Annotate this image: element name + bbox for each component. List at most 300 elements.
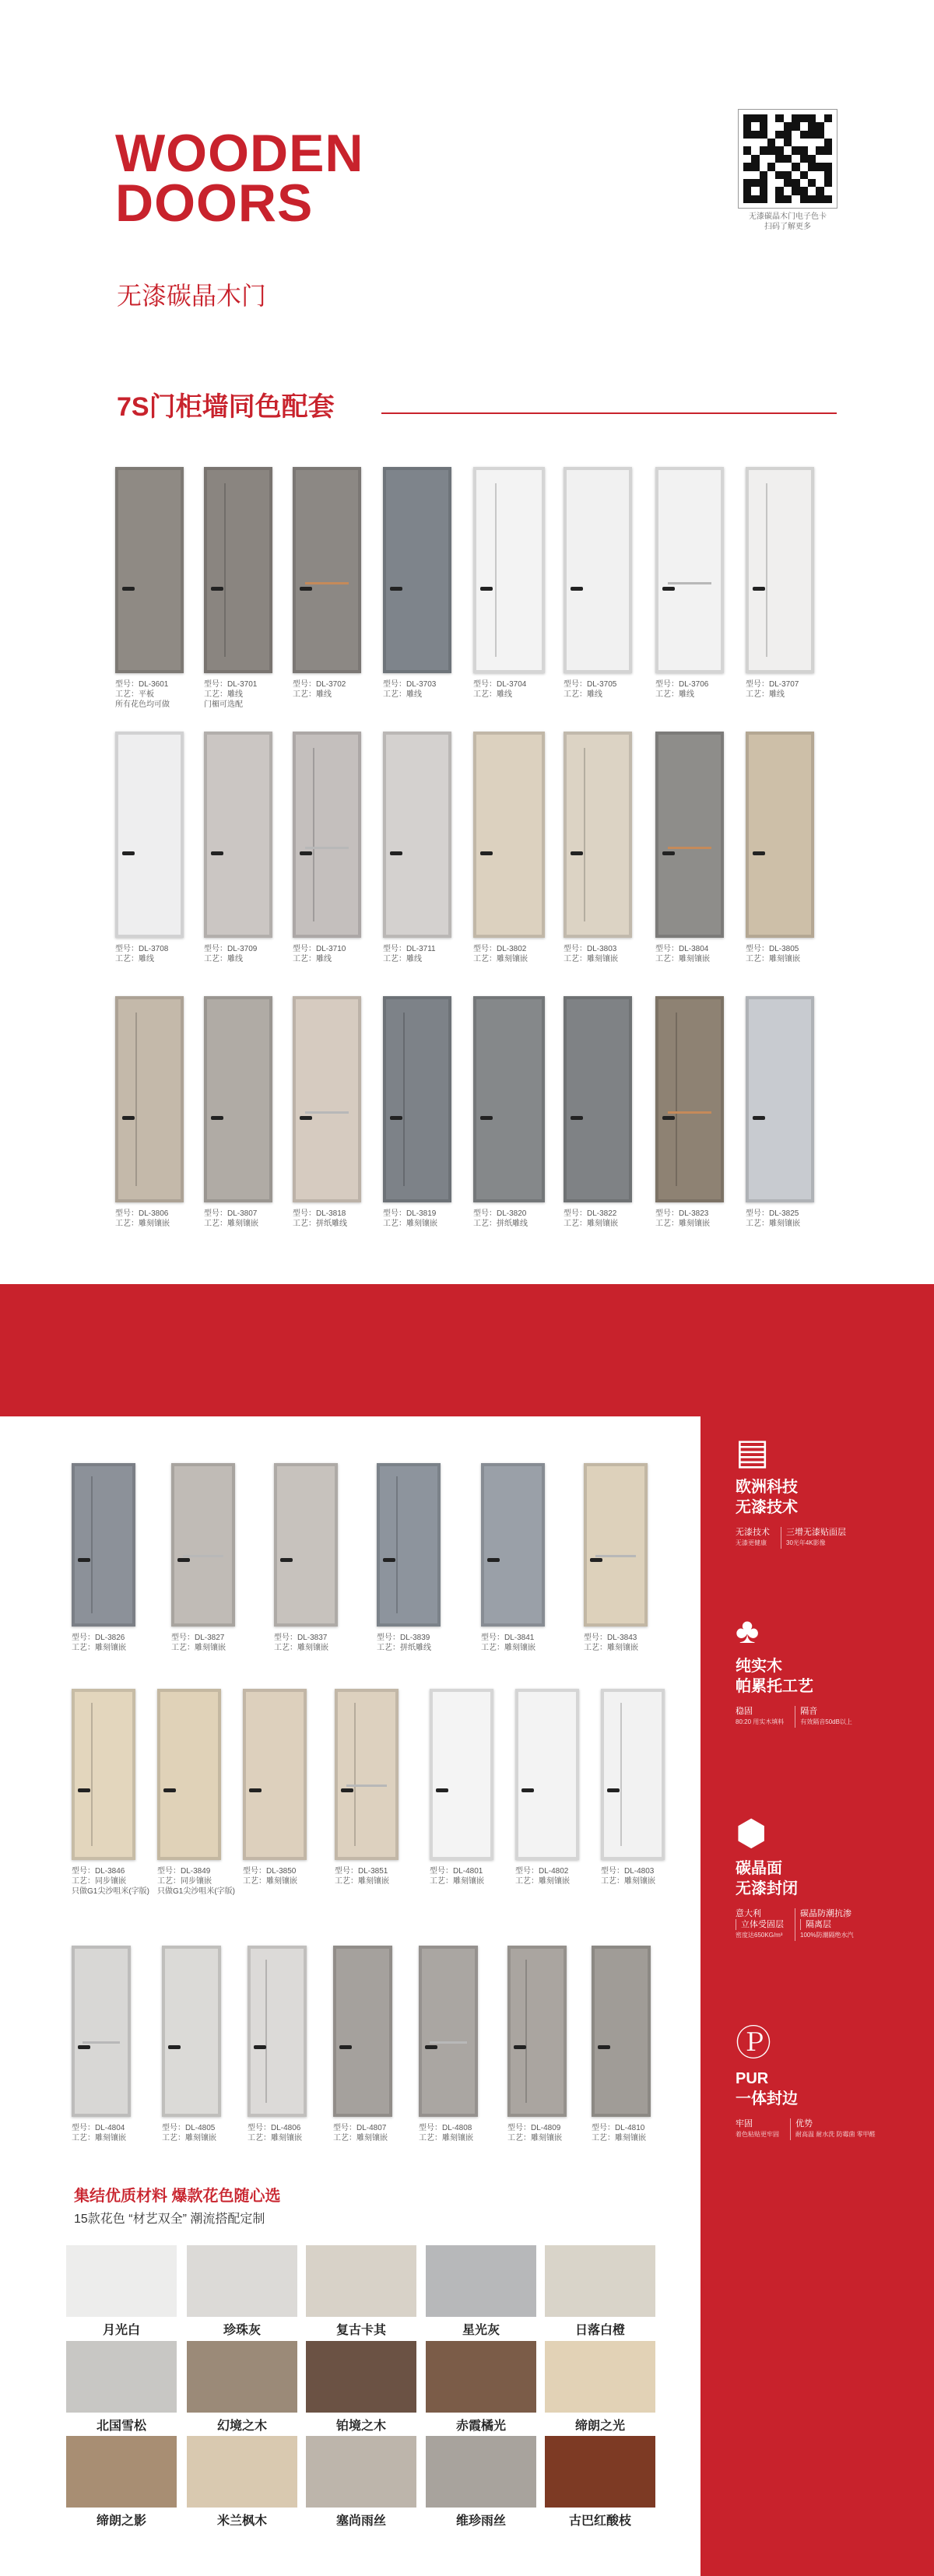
door-caption	[473, 679, 526, 700]
feature-title: 纯实木 帕累托工艺	[736, 1658, 813, 1695]
door-caption	[746, 944, 800, 964]
door-handle-icon	[300, 851, 312, 855]
top-door-4[interactable]	[383, 467, 451, 673]
door-code: 型号：DL-4809	[507, 2124, 561, 2132]
door-caption	[746, 679, 799, 700]
door-craft: 工艺：雕刻镶嵌	[72, 2134, 126, 2143]
door-leaf	[655, 467, 724, 673]
door-leaf	[584, 1463, 648, 1627]
top-door-19[interactable]	[293, 996, 361, 1202]
door-craft: 工艺：雕线	[204, 690, 243, 699]
door-inlay-strip	[430, 2041, 468, 2044]
door-leaf	[592, 1946, 651, 2117]
door-leaf	[115, 996, 184, 1202]
feature-spec: 稳固 80:20 用实木填料	[736, 1707, 785, 1725]
door-leaf	[335, 1689, 399, 1860]
door-craft: 工艺：雕刻镶嵌	[430, 1877, 484, 1886]
door-groove	[584, 748, 585, 921]
door-code: 型号：DL-3850	[243, 1867, 297, 1876]
swatch-5[interactable]	[545, 2245, 655, 2317]
door-leaf	[377, 1463, 441, 1627]
door-code: 型号：DL-3704	[473, 680, 527, 689]
door-caption	[473, 944, 528, 964]
door-handle-icon	[78, 1788, 90, 1792]
door-leaf	[293, 996, 361, 1202]
bottom-door-14[interactable]	[72, 1946, 131, 2117]
door-code: 型号：DL-3708	[115, 945, 169, 953]
door-inlay-strip	[346, 1785, 387, 1787]
door-caption	[162, 2123, 216, 2143]
door-code: 型号：DL-4806	[248, 2124, 301, 2132]
door-code: 型号：DL-3851	[335, 1867, 388, 1876]
door-handle-icon	[211, 1116, 223, 1120]
swatch-1[interactable]	[66, 2245, 177, 2317]
door-groove	[91, 1476, 93, 1613]
door-groove	[495, 483, 497, 657]
door-caption	[584, 1633, 638, 1653]
door-handle-icon	[662, 851, 675, 855]
door-craft: 工艺：雕线	[293, 690, 332, 699]
door-leaf	[162, 1946, 221, 2117]
door-handle-icon	[436, 1788, 448, 1792]
door-leaf	[746, 467, 814, 673]
door-caption	[430, 1866, 484, 1886]
door-craft: 工艺：雕刻镶嵌	[243, 1877, 297, 1886]
door-handle-icon	[590, 1558, 602, 1562]
door-craft: 工艺：雕刻镶嵌	[274, 1644, 328, 1652]
door-leaf	[601, 1689, 665, 1860]
top-door-1[interactable]	[115, 467, 184, 673]
top-door-12[interactable]	[383, 732, 451, 938]
door-leaf	[157, 1689, 221, 1860]
swatch-label: 维珍雨丝	[455, 2515, 506, 2528]
swatch-label: 幻境之木	[216, 2420, 267, 2433]
door-craft: 工艺：雕刻镶嵌	[115, 1220, 170, 1228]
door-code: 型号：DL-3706	[655, 680, 709, 689]
door-leaf	[655, 996, 724, 1202]
door-handle-icon	[662, 1116, 675, 1120]
top-door-23[interactable]	[655, 996, 724, 1202]
swatch-12[interactable]	[187, 2436, 297, 2508]
door-caption	[115, 1209, 170, 1229]
bottom-door-9[interactable]	[243, 1689, 307, 1860]
door-leaf	[72, 1689, 135, 1860]
bottom-door-16[interactable]	[248, 1946, 307, 2117]
door-leaf	[746, 996, 814, 1202]
door-code: 型号：DL-4810	[592, 2124, 645, 2132]
door-caption	[204, 679, 257, 710]
swatch-10[interactable]	[545, 2341, 655, 2413]
door-code: 型号：DL-3819	[383, 1209, 437, 1218]
door-craft: 工艺：雕刻镶嵌	[515, 1877, 570, 1886]
swatch-label: 塞尚雨丝	[335, 2515, 386, 2528]
door-note: 门楣可选配	[204, 700, 243, 709]
door-handle-icon	[163, 1788, 176, 1792]
door-handle-icon	[390, 851, 402, 855]
door-leaf	[419, 1946, 478, 2117]
feature-4	[736, 2023, 876, 2140]
door-code: 型号：DL-3601	[115, 680, 169, 689]
door-leaf	[481, 1463, 545, 1627]
top-door-7[interactable]	[655, 467, 724, 673]
feature-2	[736, 1611, 852, 1728]
door-caption	[592, 2123, 646, 2143]
door-craft: 工艺：雕刻镶嵌	[248, 2134, 302, 2143]
door-craft: 工艺：雕线	[383, 690, 422, 699]
feature-sidebar	[700, 1416, 934, 2576]
door-craft: 工艺：雕线	[564, 690, 602, 699]
door-code: 型号：DL-3820	[473, 1209, 527, 1218]
top-door-22[interactable]	[564, 996, 632, 1202]
door-groove	[396, 1476, 398, 1613]
door-code: 型号：DL-4801	[430, 1867, 483, 1876]
top-door-24[interactable]	[746, 996, 814, 1202]
door-code: 型号：DL-3702	[293, 680, 346, 689]
door-craft: 工艺：雕刻镶嵌	[601, 1877, 655, 1886]
door-note: 只做G1尖沙咀米(字版)	[157, 1887, 235, 1896]
door-inlay-strip	[305, 1111, 349, 1114]
door-craft: 工艺：雕刻镶嵌	[333, 2134, 388, 2143]
door-leaf	[115, 467, 184, 673]
door-groove	[354, 1703, 356, 1847]
door-code: 型号：DL-3823	[655, 1209, 709, 1218]
door-craft: 工艺：平板	[115, 690, 154, 699]
door-leaf	[430, 1689, 493, 1860]
door-caption	[335, 1866, 389, 1886]
bottom-door-2[interactable]	[171, 1463, 235, 1627]
shield-icon: ⬢	[736, 1813, 767, 1853]
door-code: 型号：DL-3827	[171, 1634, 225, 1642]
door-handle-icon	[211, 851, 223, 855]
door-handle-icon	[78, 2045, 90, 2049]
door-craft: 工艺：雕刻镶嵌	[335, 1877, 389, 1886]
door-leaf	[564, 996, 632, 1202]
door-handle-icon	[753, 587, 765, 591]
feature-specs	[736, 1527, 846, 1549]
door-caption	[248, 2123, 302, 2143]
door-inlay-strip	[183, 1555, 223, 1557]
door-handle-icon	[390, 587, 402, 591]
door-handle-icon	[514, 2045, 526, 2049]
swatch-label: 复古卡其	[335, 2324, 386, 2337]
door-caption	[72, 2123, 126, 2143]
feature-1	[736, 1432, 846, 1549]
door-code: 型号：DL-3711	[383, 945, 436, 953]
door-leaf	[248, 1946, 307, 2117]
door-caption	[655, 944, 710, 964]
door-code: 型号：DL-3805	[746, 945, 799, 953]
door-craft: 工艺：雕刻镶嵌	[655, 955, 710, 963]
top-door-5[interactable]	[473, 467, 545, 673]
top-door-15[interactable]	[655, 732, 724, 938]
swatch-3[interactable]	[306, 2245, 416, 2317]
swatch-4[interactable]	[426, 2245, 536, 2317]
pur-icon: Ⓟ	[736, 2023, 771, 2063]
top-door-13[interactable]	[473, 732, 545, 938]
door-craft: 工艺：拼纸雕线	[377, 1644, 431, 1652]
door-caption	[115, 679, 170, 710]
bottom-door-11[interactable]	[430, 1689, 493, 1860]
top-door-9[interactable]	[115, 732, 184, 938]
door-craft: 工艺：雕刻镶嵌	[72, 1644, 126, 1652]
bottom-door-5[interactable]	[481, 1463, 545, 1627]
door-caption	[72, 1633, 126, 1653]
door-groove	[224, 483, 226, 657]
door-craft: 工艺：雕刻镶嵌	[564, 1220, 618, 1228]
door-caption	[293, 944, 346, 964]
door-code: 型号：DL-3818	[293, 1209, 346, 1218]
top-door-6[interactable]	[564, 467, 632, 673]
bottom-door-13[interactable]	[601, 1689, 665, 1860]
bottom-door-12[interactable]	[515, 1689, 579, 1860]
door-caption	[243, 1866, 297, 1886]
qr-code[interactable]	[738, 109, 837, 209]
door-craft: 工艺：拼纸雕线	[473, 1220, 528, 1228]
bottom-door-18[interactable]	[419, 1946, 478, 2117]
door-leaf	[204, 996, 272, 1202]
door-caption	[564, 1209, 618, 1229]
bottom-door-17[interactable]	[333, 1946, 392, 2117]
feature-spec: 牢固 着色粘贴更牢固	[736, 2119, 779, 2138]
feature-spec: 意大利 立体受固层 密度达650KG/m³	[736, 1909, 784, 1939]
bottom-door-15[interactable]	[162, 1946, 221, 2117]
door-craft: 工艺：雕刻镶嵌	[162, 2134, 216, 2143]
door-caption	[564, 944, 618, 964]
top-door-10[interactable]	[204, 732, 272, 938]
door-handle-icon	[521, 1788, 534, 1792]
door-leaf	[72, 1946, 131, 2117]
door-leaf	[564, 732, 632, 938]
top-door-16[interactable]	[746, 732, 814, 938]
door-leaf	[171, 1463, 235, 1627]
door-handle-icon	[390, 1116, 402, 1120]
door-caption	[383, 1209, 437, 1229]
door-code: 型号：DL-3701	[204, 680, 258, 689]
door-handle-icon	[280, 1558, 293, 1562]
top-door-2[interactable]	[204, 467, 272, 673]
door-handle-icon	[753, 1116, 765, 1120]
bottom-door-8[interactable]	[157, 1689, 221, 1860]
feature-spec: 碳晶防潮抗渗 隔离层 100%防潮隔绝水汽	[795, 1908, 853, 1941]
feature-title: PUR 一体封边	[736, 2070, 798, 2107]
bottom-door-19[interactable]	[507, 1946, 567, 2117]
door-code: 型号：DL-3843	[584, 1634, 637, 1642]
door-leaf	[274, 1463, 338, 1627]
door-code: 型号：DL-3841	[481, 1634, 535, 1642]
bottom-door-3[interactable]	[274, 1463, 338, 1627]
door-code: 型号：DL-3705	[564, 680, 617, 689]
door-caption	[383, 679, 436, 700]
swatch-label: 缔朗之影	[96, 2515, 146, 2528]
door-code: 型号：DL-4804	[72, 2124, 125, 2132]
door-handle-icon	[78, 1558, 90, 1562]
door-caption	[293, 1209, 347, 1229]
door-groove	[766, 483, 767, 657]
bottom-door-20[interactable]	[592, 1946, 651, 2117]
qr-caption-line-2: 扫码了解更多	[764, 223, 811, 231]
door-groove	[265, 1960, 267, 2104]
door-caption	[293, 679, 346, 700]
swatch-8[interactable]	[306, 2341, 416, 2413]
feature-spec: 优势 耐高温 耐水洗 防霉菌 零甲醛	[790, 2118, 876, 2140]
swatch-9[interactable]	[426, 2341, 536, 2413]
door-code: 型号：DL-3849	[157, 1867, 211, 1876]
door-leaf	[383, 996, 451, 1202]
door-craft: 工艺：雕刻镶嵌	[204, 1220, 258, 1228]
feature-3	[736, 1813, 853, 1941]
top-door-14[interactable]	[564, 732, 632, 938]
door-craft: 工艺：同步镶嵌	[157, 1877, 212, 1886]
door-leaf	[507, 1946, 567, 2117]
door-code: 型号：DL-4803	[601, 1867, 655, 1876]
swatch-15[interactable]	[545, 2436, 655, 2508]
feature-spec: 三增无漆贴面层 30光年4K影像	[781, 1527, 846, 1549]
door-caption	[377, 1633, 431, 1653]
swatch-label: 米兰枫木	[216, 2515, 267, 2528]
qr-caption	[738, 212, 837, 232]
door-code: 型号：DL-3826	[72, 1634, 125, 1642]
feature-specs	[736, 1706, 852, 1728]
door-caption	[157, 1866, 235, 1897]
door-handle-icon	[480, 1116, 493, 1120]
door-leaf	[115, 732, 184, 938]
materials-title: 集结优质材料 爆款花色随心选	[74, 2188, 281, 2205]
section-title: 7S门柜墙同色配套	[117, 392, 335, 422]
door-craft: 工艺：雕刻镶嵌	[746, 1220, 800, 1228]
door-craft: 工艺：雕线	[655, 690, 694, 699]
door-groove	[620, 1703, 622, 1847]
door-code: 型号：DL-3710	[293, 945, 346, 953]
bottom-door-10[interactable]	[335, 1689, 399, 1860]
top-door-3[interactable]	[293, 467, 361, 673]
door-handle-icon	[254, 2045, 266, 2049]
door-code: 型号：DL-3839	[377, 1634, 430, 1642]
door-caption	[419, 2123, 473, 2143]
top-door-20[interactable]	[383, 996, 451, 1202]
door-groove	[313, 748, 314, 921]
door-leaf	[564, 467, 632, 673]
top-door-21[interactable]	[473, 996, 545, 1202]
door-caption	[655, 679, 708, 700]
top-door-8[interactable]	[746, 467, 814, 673]
swatch-14[interactable]	[426, 2436, 536, 2508]
title-line-1: WOODEN	[115, 124, 364, 183]
swatch-7[interactable]	[187, 2341, 297, 2413]
door-handle-icon	[598, 2045, 610, 2049]
top-door-17[interactable]	[115, 996, 184, 1202]
door-caption	[383, 944, 436, 964]
door-leaf	[243, 1689, 307, 1860]
door-groove	[135, 1013, 137, 1186]
top-door-11[interactable]	[293, 732, 361, 938]
door-code: 型号：DL-3707	[746, 680, 799, 689]
door-groove	[525, 1960, 527, 2104]
door-leaf	[333, 1946, 392, 2117]
top-door-18[interactable]	[204, 996, 272, 1202]
layers-icon: ▤	[736, 1431, 770, 1472]
door-leaf	[72, 1463, 135, 1627]
door-inlay-strip	[305, 582, 349, 584]
door-handle-icon	[211, 587, 223, 591]
page-title	[115, 124, 364, 233]
door-handle-icon	[122, 587, 135, 591]
door-handle-icon	[300, 587, 312, 591]
swatch-label: 日落白橙	[574, 2324, 625, 2337]
door-caption	[204, 944, 257, 964]
feature-spec: 无漆技术 无漆更健康	[736, 1528, 770, 1546]
door-handle-icon	[122, 851, 135, 855]
feature-specs	[736, 2118, 876, 2140]
door-caption	[473, 1209, 528, 1229]
door-caption	[481, 1633, 535, 1653]
door-caption	[115, 944, 168, 964]
door-craft: 工艺：雕刻镶嵌	[746, 955, 800, 963]
door-caption	[515, 1866, 570, 1886]
red-band	[0, 1284, 934, 1416]
door-inlay-strip	[83, 2041, 121, 2044]
door-note: 只做G1尖沙咀米(字版)	[72, 1887, 149, 1896]
swatch-6[interactable]	[66, 2341, 177, 2413]
door-leaf	[204, 467, 272, 673]
bottom-door-4[interactable]	[377, 1463, 441, 1627]
swatch-label: 铂境之木	[335, 2420, 386, 2433]
door-groove	[676, 1013, 677, 1186]
door-code: 型号：DL-4805	[162, 2124, 216, 2132]
bottom-door-1[interactable]	[72, 1463, 135, 1627]
door-craft: 工艺：雕刻镶嵌	[481, 1644, 535, 1652]
door-handle-icon	[753, 851, 765, 855]
door-handle-icon	[300, 1116, 312, 1120]
door-inlay-strip	[595, 1555, 636, 1557]
door-handle-icon	[383, 1558, 395, 1562]
bottom-door-7[interactable]	[72, 1689, 135, 1860]
bottom-door-6[interactable]	[584, 1463, 648, 1627]
swatch-label: 赤霞橘光	[455, 2420, 506, 2433]
door-inlay-strip	[668, 582, 711, 584]
door-craft: 工艺：雕刻镶嵌	[507, 2134, 562, 2143]
door-groove	[91, 1703, 93, 1847]
door-code: 型号：DL-3806	[115, 1209, 169, 1218]
feature-title: 碳晶面 无漆封闭	[736, 1860, 798, 1897]
door-craft: 工艺：拼纸雕线	[293, 1220, 347, 1228]
door-craft: 工艺：雕刻镶嵌	[419, 2134, 473, 2143]
swatch-label: 缔朗之光	[574, 2420, 625, 2433]
door-code: 型号：DL-4807	[333, 2124, 387, 2132]
door-handle-icon	[122, 1116, 135, 1120]
door-handle-icon	[168, 2045, 181, 2049]
door-code: 型号：DL-4802	[515, 1867, 569, 1876]
door-handle-icon	[425, 2045, 437, 2049]
swatch-13[interactable]	[306, 2436, 416, 2508]
door-code: 型号：DL-3825	[746, 1209, 799, 1218]
door-leaf	[383, 732, 451, 938]
door-caption	[655, 1209, 710, 1229]
door-leaf	[473, 467, 545, 673]
door-code: 型号：DL-3804	[655, 945, 709, 953]
door-caption	[274, 1633, 328, 1653]
page-subtitle: 无漆碳晶木门	[117, 282, 267, 310]
section-divider	[381, 412, 837, 414]
swatch-label: 月光白	[102, 2324, 140, 2337]
door-inlay-strip	[668, 1111, 711, 1114]
door-groove	[403, 1013, 405, 1186]
swatch-11[interactable]	[66, 2436, 177, 2508]
door-code: 型号：DL-4808	[419, 2124, 472, 2132]
door-handle-icon	[571, 851, 583, 855]
swatch-label: 北国雪松	[96, 2420, 146, 2433]
door-caption	[507, 2123, 562, 2143]
swatch-2[interactable]	[187, 2245, 297, 2317]
